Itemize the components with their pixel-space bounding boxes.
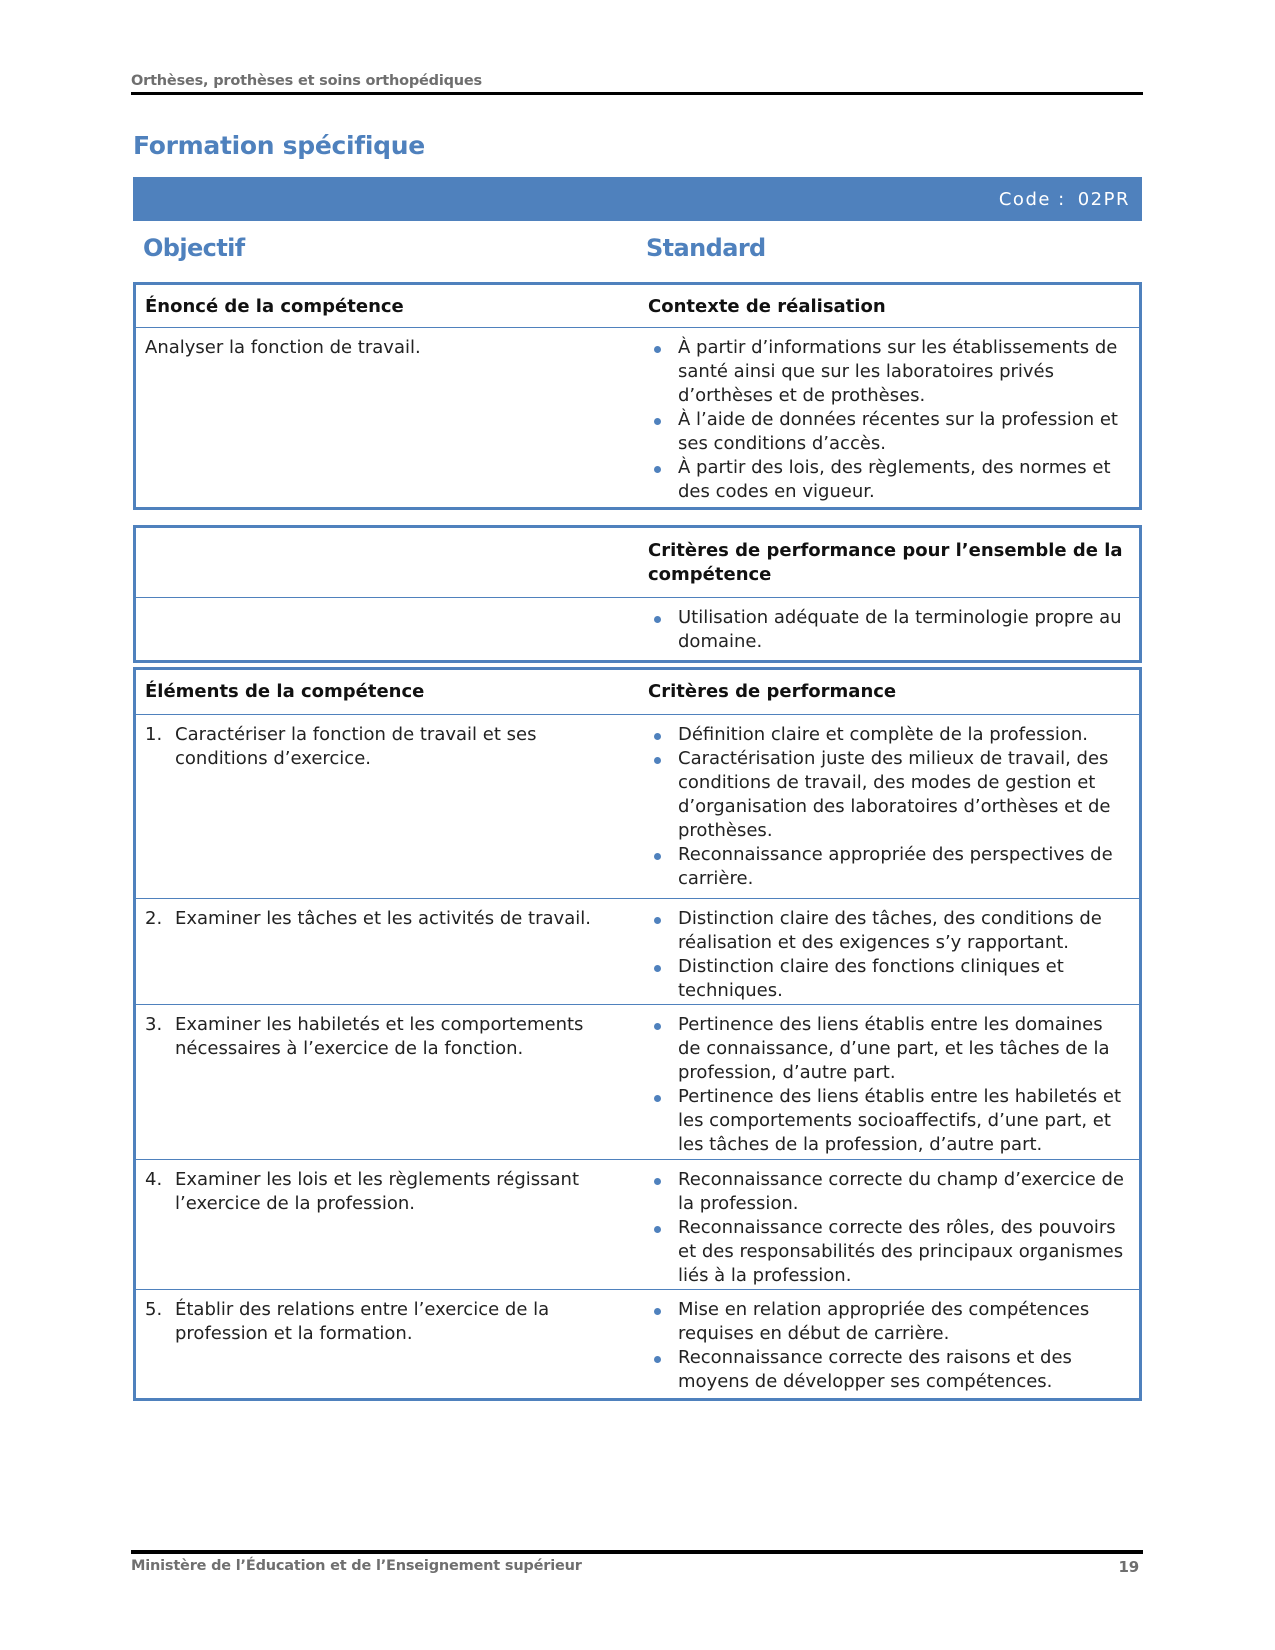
empty-cell <box>136 598 638 660</box>
list-item: Utilisation adéquate de la terminologie propre au domaine. <box>648 606 1129 654</box>
publisher-name: Ministère de l’Éducation et de l’Enseignement supérieur <box>131 1558 582 1574</box>
criteria-list <box>648 907 1129 1003</box>
competency-elements-table <box>133 667 1142 1401</box>
list-item: Pertinence des liens établis entre les domaines de connaissance, d’une part, et les tâches de la profession, d’autre part. <box>648 1013 1129 1085</box>
statement-header: Énoncé de la compétence <box>145 296 404 317</box>
bullet-icon <box>654 1308 661 1315</box>
competency-statement: Analyser la fonction de travail. <box>145 337 421 358</box>
list-item: Distinction claire des tâches, des conditions de réalisation et des exigences s’y rapportant. <box>648 907 1129 955</box>
element-text: Examiner les lois et les règlements régissant l’exercice de la profession. <box>175 1169 580 1214</box>
list-item: Pertinence des liens établis entre les habiletés et les comportements socioaffectifs, d’une part, et les tâches de la profession, d’autre part. <box>648 1085 1129 1157</box>
competency-statement-table <box>133 282 1142 510</box>
list-item: Reconnaissance correcte des raisons et des moyens de développer ses compétences. <box>648 1346 1129 1394</box>
table-row <box>136 327 1139 507</box>
empty-header-cell <box>136 528 638 597</box>
criteria-list <box>648 1298 1129 1394</box>
course-code <box>999 189 1142 210</box>
element-number: 1. <box>145 724 163 745</box>
bullet-icon <box>654 1023 661 1030</box>
bullet-icon <box>654 1178 661 1185</box>
element-cell <box>136 1290 638 1398</box>
page-footer <box>131 1550 1143 1576</box>
list-item: À partir des lois, des règlements, des normes et des codes en vigueur. <box>648 456 1129 504</box>
standard-heading: Standard <box>646 234 766 262</box>
overall-criteria-list <box>648 606 1129 654</box>
element-number: 5. <box>145 1299 163 1320</box>
element-number: 2. <box>145 908 163 929</box>
bullet-icon <box>654 853 661 860</box>
bullet-icon <box>654 616 661 623</box>
bullet-icon <box>654 346 661 353</box>
element-item <box>145 1168 630 1216</box>
bullet-icon <box>654 1356 661 1363</box>
table-header-row <box>136 285 1139 327</box>
overall-criteria-header: Critères de performance pour l’ensemble de la compétence <box>648 540 1123 585</box>
bullet-icon <box>654 965 661 972</box>
element-item <box>145 907 630 931</box>
table-row <box>136 714 1139 898</box>
element-text: Caractériser la fonction de travail et ses conditions d’exercice. <box>175 724 537 769</box>
code-bar <box>133 177 1142 221</box>
element-number: 4. <box>145 1169 163 1190</box>
bullet-icon <box>654 917 661 924</box>
element-cell <box>136 1160 638 1289</box>
criteria-list <box>648 1013 1129 1157</box>
bullet-icon <box>654 418 661 425</box>
elements-header: Éléments de la compétence <box>145 681 425 702</box>
running-header <box>131 70 1143 95</box>
criteria-cell <box>638 1290 1139 1398</box>
table-row <box>136 1289 1139 1398</box>
criteria-cell <box>638 899 1139 1004</box>
bullet-icon <box>654 733 661 740</box>
bullet-icon <box>654 1226 661 1233</box>
element-cell <box>136 715 638 898</box>
overall-criteria-table <box>133 525 1142 663</box>
running-title: Orthèses, prothèses et soins orthopédiques <box>131 73 482 89</box>
overall-criteria-cell <box>638 598 1139 660</box>
element-item <box>145 1298 630 1346</box>
list-item: Mise en relation appropriée des compétences requises en début de carrière. <box>648 1298 1129 1346</box>
list-item: À partir d’informations sur les établissements de santé ainsi que sur les laboratoires privés d’orthèses et de prothèses. <box>648 336 1129 408</box>
bullet-icon <box>654 1095 661 1102</box>
criteria-list <box>648 1168 1129 1288</box>
element-text: Examiner les habiletés et les comportements nécessaires à l’exercice de la fonction. <box>175 1014 584 1059</box>
element-item <box>145 723 630 771</box>
table-header-row <box>136 670 1139 714</box>
code-value: 02PR <box>1077 188 1130 210</box>
list-item: Caractérisation juste des milieux de travail, des conditions de travail, des modes de gestion et d’organisation des laboratoires d’orthèses et de prothèses. <box>648 747 1129 843</box>
objective-heading: Objectif <box>143 234 245 262</box>
list-item: Définition claire et complète de la profession. <box>648 723 1129 747</box>
bullet-icon <box>654 466 661 473</box>
page-number: 19 <box>1118 1558 1139 1576</box>
element-text: Établir des relations entre l’exercice de la profession et la formation. <box>175 1299 550 1344</box>
table-header-row <box>136 528 1139 597</box>
criteria-cell <box>638 715 1139 898</box>
list-item: Distinction claire des fonctions cliniques et techniques. <box>648 955 1129 1003</box>
table-row <box>136 898 1139 1004</box>
criteria-header: Critères de performance <box>648 681 897 702</box>
table-row <box>136 1004 1139 1159</box>
context-list-cell <box>638 328 1139 507</box>
criteria-list <box>648 723 1129 891</box>
bullet-icon <box>654 757 661 764</box>
table-row <box>136 1159 1139 1289</box>
context-list <box>648 336 1129 504</box>
section-title: Formation spécifique <box>133 131 425 160</box>
list-item: Reconnaissance correcte du champ d’exercice de la profession. <box>648 1168 1129 1216</box>
list-item: Reconnaissance appropriée des perspectives de carrière. <box>648 843 1129 891</box>
criteria-cell <box>638 1160 1139 1289</box>
code-label: Code : <box>998 188 1066 210</box>
list-item: Reconnaissance correcte des rôles, des pouvoirs et des responsabilités des principaux organismes liés à la profession. <box>648 1216 1129 1288</box>
element-number: 3. <box>145 1014 163 1035</box>
table-row <box>136 597 1139 660</box>
context-header: Contexte de réalisation <box>648 296 886 317</box>
element-cell <box>136 899 638 1004</box>
element-text: Examiner les tâches et les activités de travail. <box>175 908 591 929</box>
criteria-cell <box>638 1005 1139 1159</box>
element-item <box>145 1013 630 1061</box>
list-item: À l’aide de données récentes sur la profession et ses conditions d’accès. <box>648 408 1129 456</box>
element-cell <box>136 1005 638 1159</box>
